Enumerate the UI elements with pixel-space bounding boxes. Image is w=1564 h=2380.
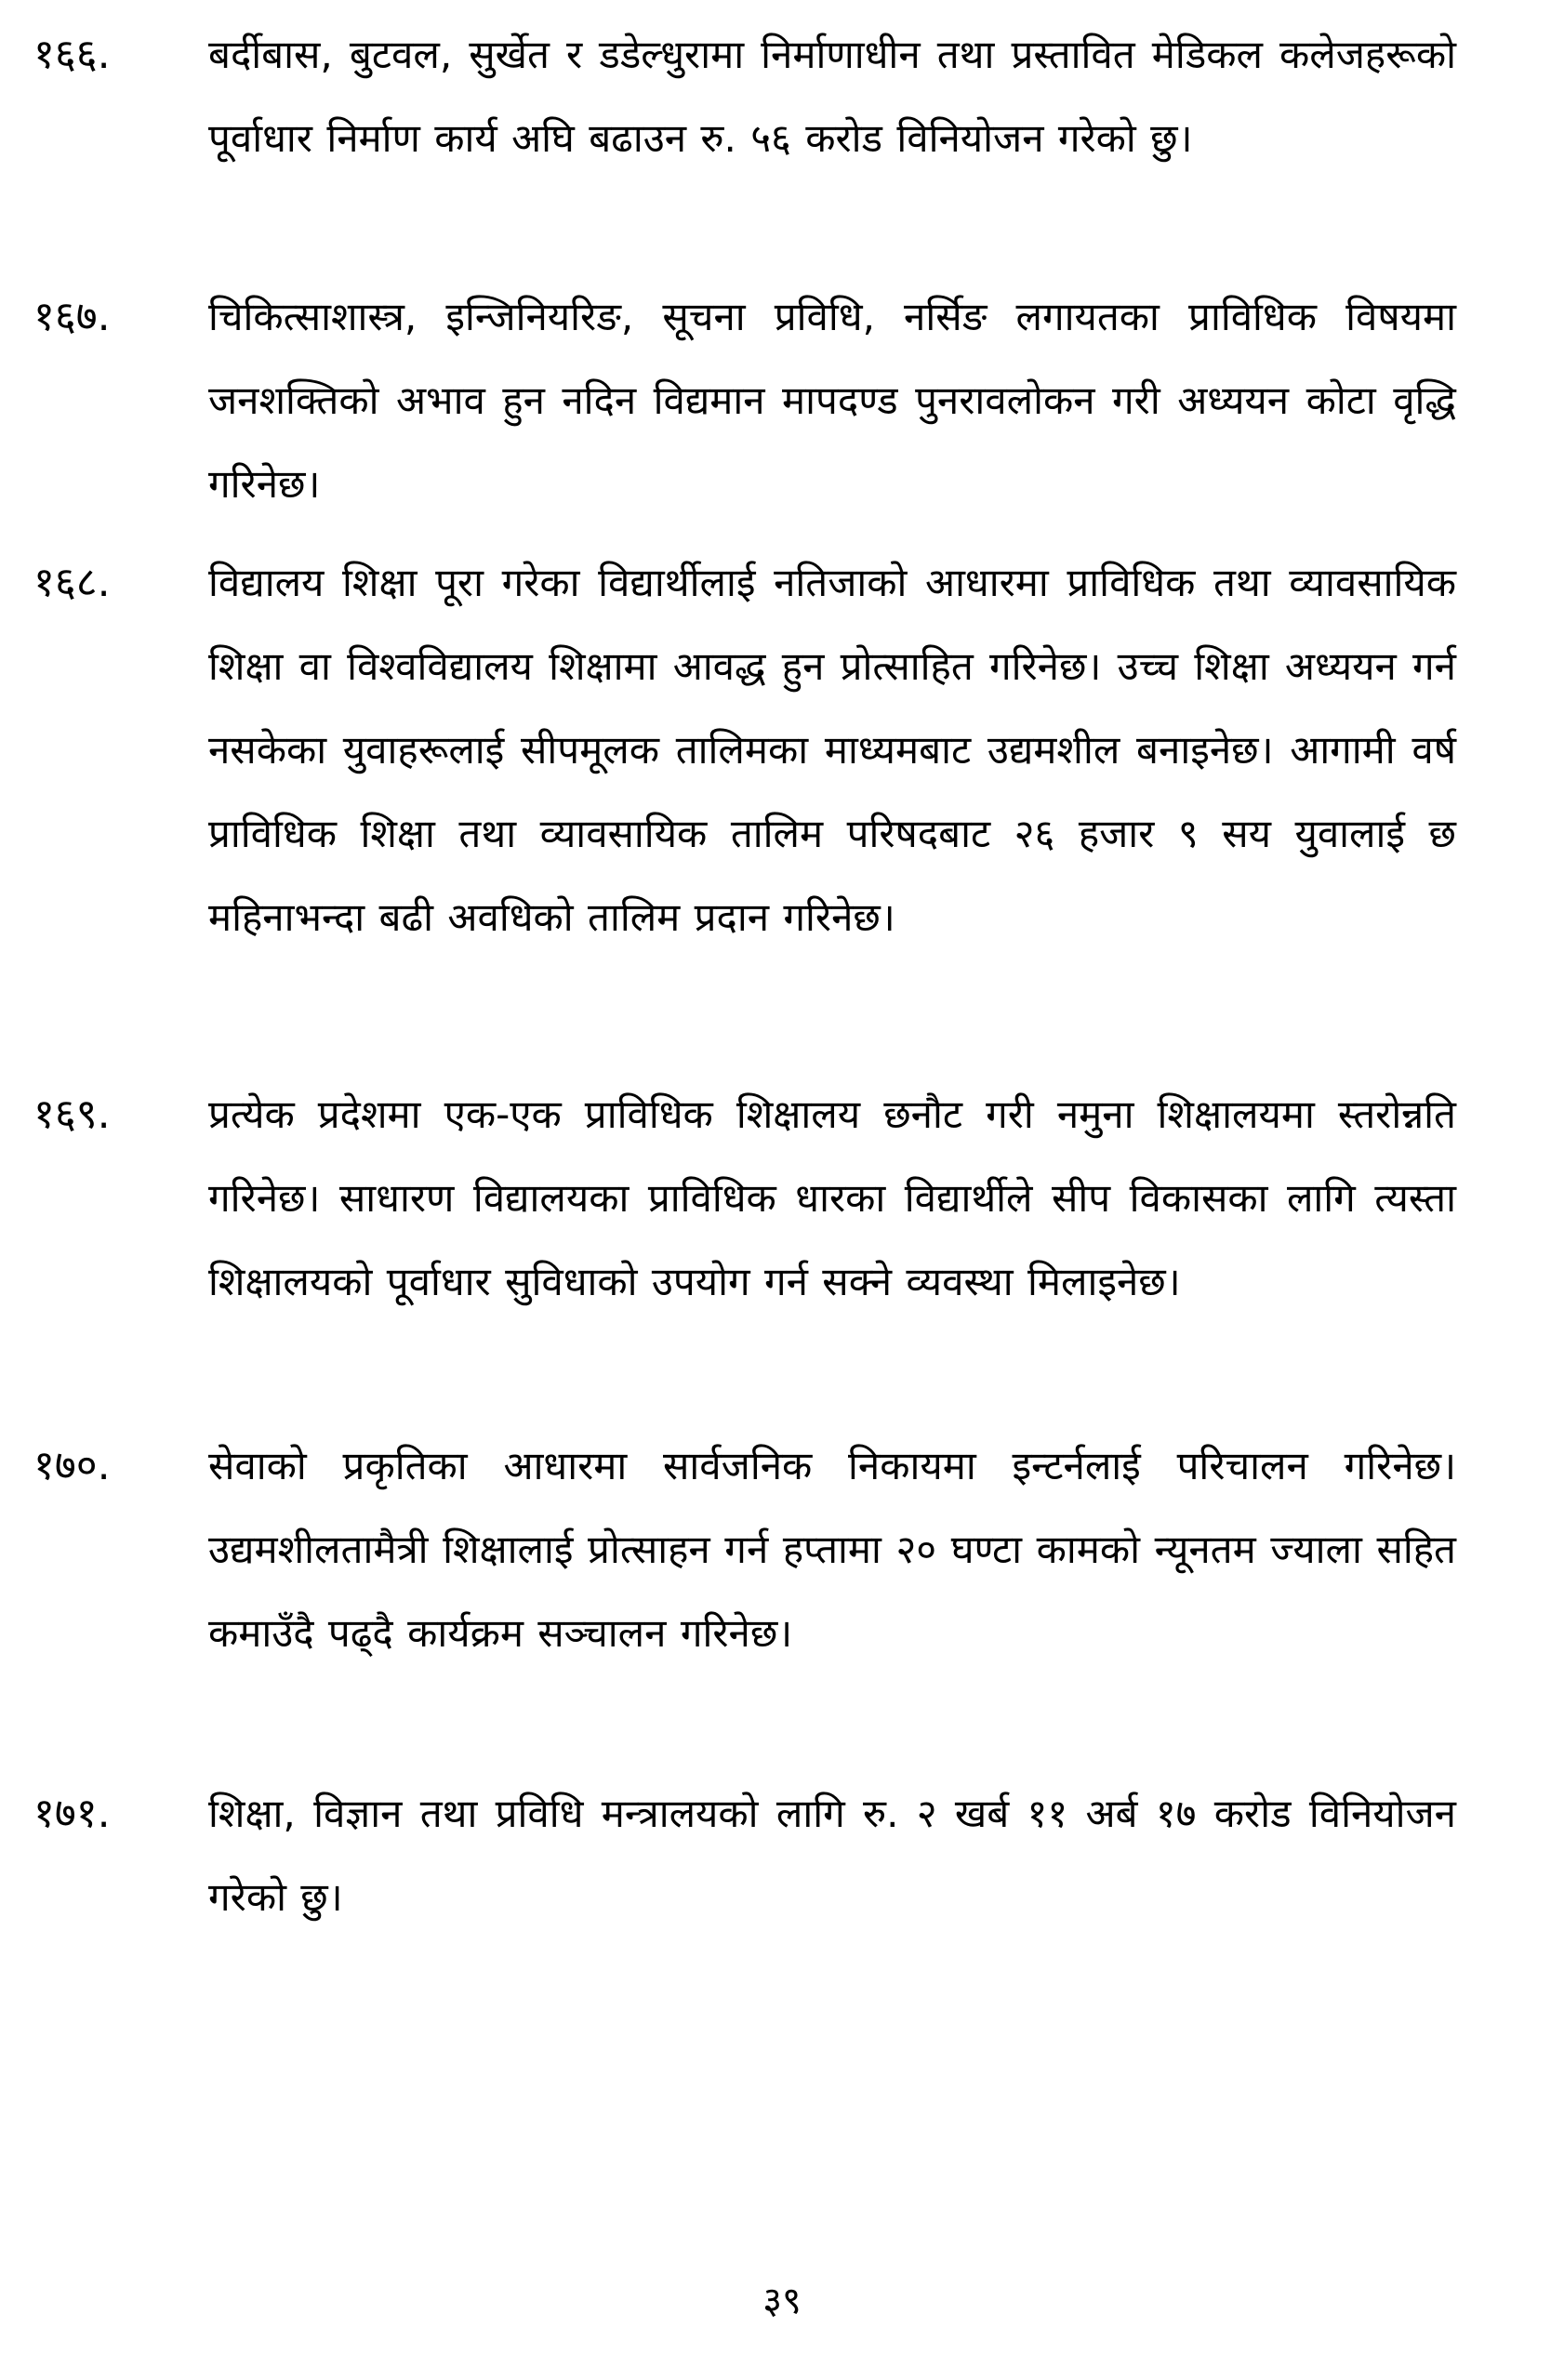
paragraph-171	[33, 1772, 1456, 1939]
paragraph-text: प्रत्येक प्रदेशमा एक-एक प्राविधिक शिक्षालय छनौट गरी नमुना शिक्षालयमा स्तरोन्नति गरिनेछ। साधारण विद्यालयका प्राविधिक धारका विद्यार्थीले सीप विकासका लागि त्यस्ता शिक्षालयको पूर्वाधार सुविधाको उपयोग गर्न सक्ने व्यवस्था मिलाइनेछ।	[208, 1091, 1456, 1304]
paragraph-number: १७०.	[33, 1442, 111, 1489]
paragraph-167	[33, 275, 1456, 526]
paragraph-text: बर्दीबास, बुटवल, सुर्खेत र डडेल्धुरामा निर्माणाधीन तथा प्रस्तावित मेडिकल कलेजहरूको पूर्वाधार निर्माण कार्य अघि बढाउन रु. ५६ करोड विनियोजन गरेको छु।	[208, 32, 1456, 161]
paragraph-text: शिक्षा, विज्ञान तथा प्रविधि मन्त्रालयको लागि रु. २ खर्ब ११ अर्ब १७ करोड विनियोजन गरेको छु।	[208, 1791, 1456, 1920]
paragraph-number: १६८.	[33, 559, 111, 606]
paragraph-text: चिकित्साशास्त्र, इन्जिनियरिङ, सूचना प्रविधि, नर्सिङ लगायतका प्राविधिक विषयमा जनशक्तिको अभाव हुन नदिन विद्यमान मापदण्ड पुनरावलोकन गरी अध्ययन कोटा वृद्धि गरिनेछ।	[208, 294, 1456, 507]
paragraph-number: १६७.	[33, 293, 111, 340]
paragraph-number: १६९.	[33, 1091, 111, 1138]
paragraph-number: १६६.	[33, 31, 111, 78]
paragraph-168	[33, 541, 1456, 959]
paragraph-166	[33, 13, 1456, 180]
paragraph-text: सेवाको प्रकृतिका आधारमा सार्वजनिक निकायमा इन्टर्नलाई परिचालन गरिनेछ। उद्यमशीलतामैत्री शिक्षालाई प्रोत्साहन गर्न हप्तामा २० घण्टा कामको न्यूनतम ज्याला सहित कमाउँदै पढ्दै कार्यक्रम सञ्चालन गरिनेछ।	[208, 1443, 1456, 1656]
page-number: ३९	[762, 2280, 802, 2322]
paragraph-text: विद्यालय शिक्षा पूरा गरेका विद्यार्थीलाई नतिजाको आधारमा प्राविधिक तथा व्यावसायिक शिक्षा वा विश्वविद्यालय शिक्षामा आवद्ध हुन प्रोत्साहित गरिनेछ। उच्च शिक्षा अध्ययन गर्न नसकेका युवाहरूलाई सीपमूलक तालिमका माध्यमबाट उद्यमशील बनाइनेछ। आगामी वर्ष प्राविधिक शिक्षा तथा व्यावसायिक तालिम परिषदबाट २६ हजार ९ सय युवालाई छ महिनाभन्दा बढी अवधिको तालिम प्रदान गरिनेछ।	[208, 560, 1456, 940]
paragraph-170	[33, 1424, 1456, 1675]
paragraph-169	[33, 1073, 1456, 1324]
paragraph-number: १७१.	[33, 1790, 111, 1837]
